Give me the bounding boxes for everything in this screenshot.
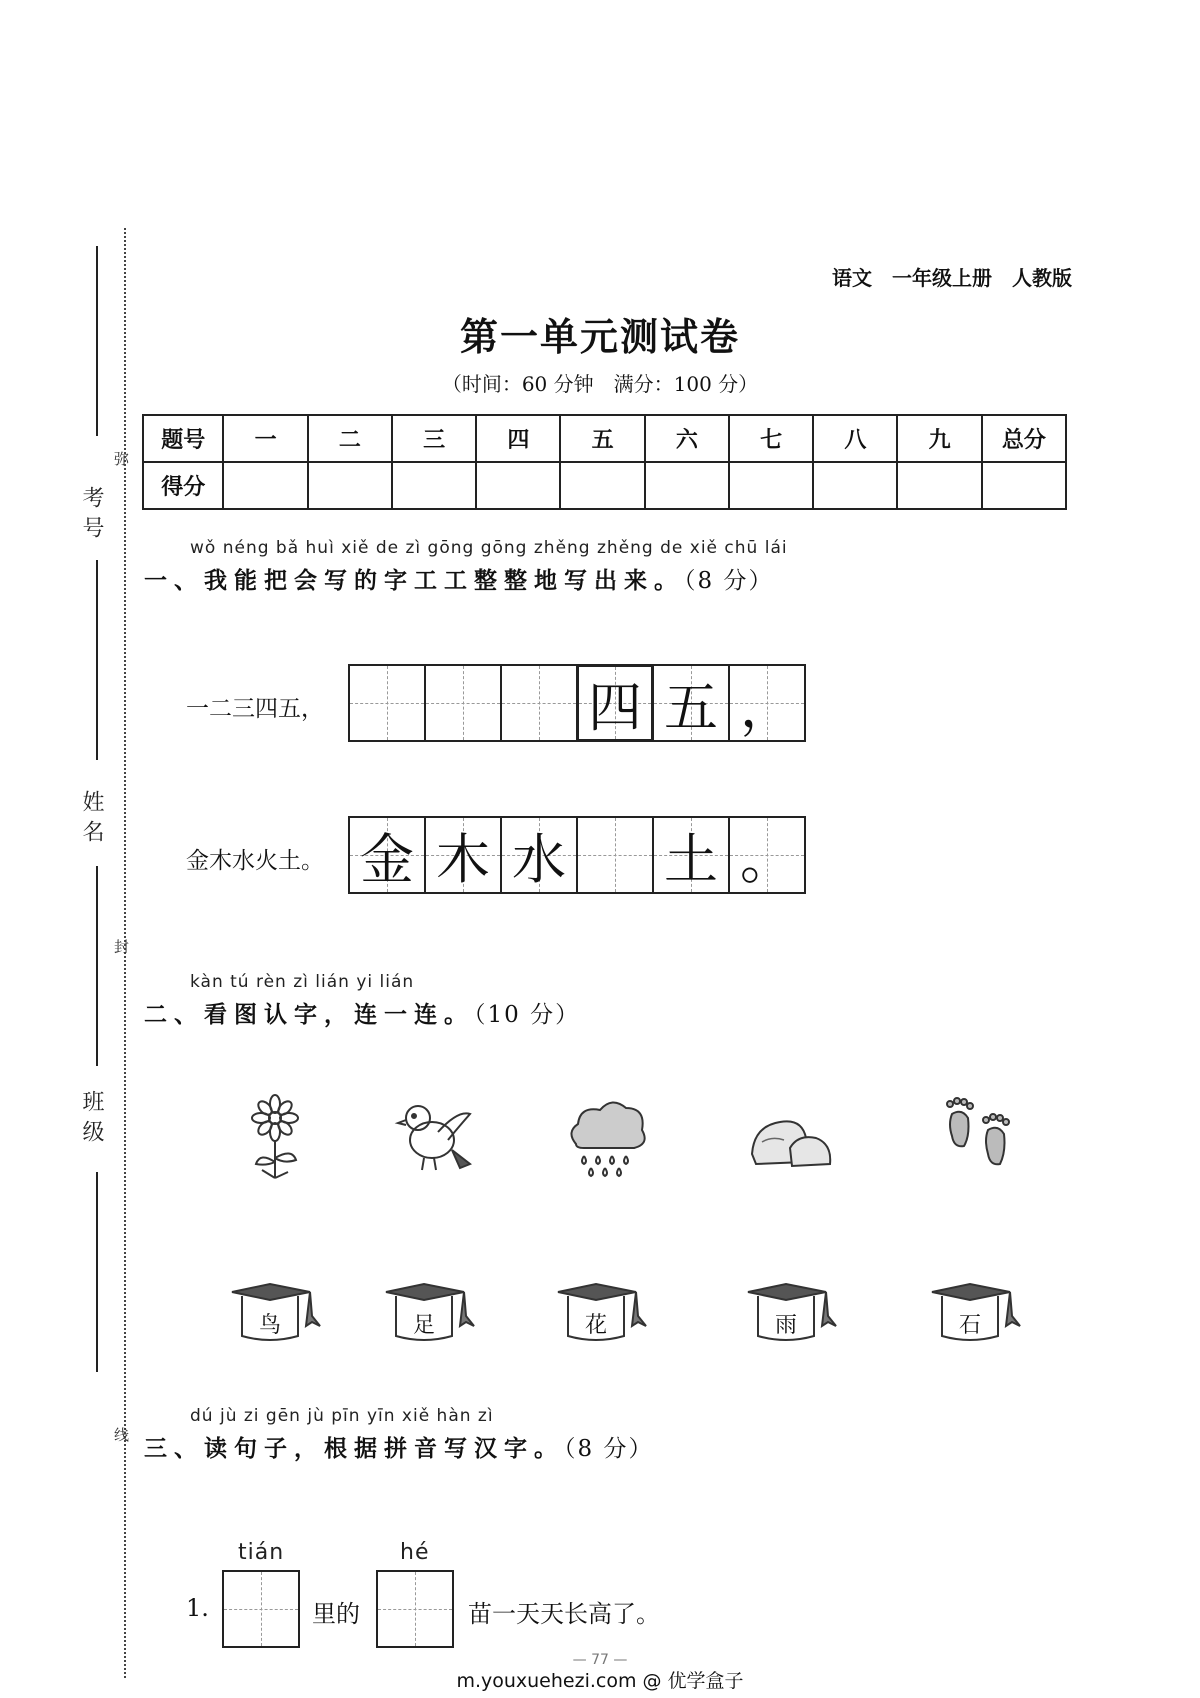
- word-card[interactable]: [554, 1282, 650, 1346]
- word-card[interactable]: [382, 1282, 478, 1346]
- answer-box[interactable]: [376, 1570, 454, 1648]
- margin-label-exam-number: 考号: [79, 486, 104, 546]
- writing-cell: 木: [424, 816, 502, 894]
- score-input-cell[interactable]: [813, 462, 897, 509]
- writing-cell: 土: [652, 816, 730, 894]
- seal-char: 线: [114, 1426, 130, 1444]
- writing-cell: 五: [652, 664, 730, 742]
- word-label: 足: [412, 1313, 435, 1338]
- page-number: — 77 —: [572, 1652, 628, 1668]
- table-cell: 九: [897, 415, 981, 462]
- table-cell: 八: [813, 415, 897, 462]
- score-input-cell[interactable]: [223, 462, 307, 509]
- q1-points: （8 分）: [684, 568, 774, 594]
- q1-title: [144, 562, 773, 595]
- score-input-cell[interactable]: [392, 462, 476, 509]
- table-cell: 六: [645, 415, 729, 462]
- q2-title: [144, 996, 580, 1029]
- rain-cloud-icon[interactable]: [562, 1092, 652, 1182]
- subject-line: 语文 一年级上册 人教版: [832, 266, 1072, 290]
- writing-cell: ，: [728, 664, 806, 742]
- bird-icon[interactable]: [390, 1092, 480, 1182]
- q3-points: （8 分）: [564, 1436, 654, 1462]
- q3-item-mid-text: 里的: [312, 1600, 360, 1628]
- seal-char: 封: [114, 938, 130, 956]
- word-label: 雨: [774, 1313, 797, 1338]
- word-label: 鸟: [258, 1313, 281, 1338]
- margin-rule: [96, 1172, 98, 1372]
- seal-char: 弥: [114, 450, 130, 468]
- q3-item-number: 1.: [186, 1594, 209, 1622]
- word-card[interactable]: [744, 1282, 840, 1346]
- writing-cell: 金: [348, 816, 426, 894]
- word-label: 石: [958, 1313, 981, 1338]
- q1-row1-grid: [348, 664, 804, 742]
- score-input-cell[interactable]: [645, 462, 729, 509]
- flower-icon[interactable]: [230, 1092, 320, 1182]
- q3-item-end-text: 苗一天天长高了。: [468, 1600, 660, 1628]
- word-card[interactable]: [928, 1282, 1024, 1346]
- score-input-cell[interactable]: [729, 462, 813, 509]
- q3-title-text: 三、读句子，根据拼音写汉字。: [144, 1436, 564, 1462]
- footprints-icon[interactable]: [938, 1092, 1028, 1182]
- word-label: 花: [584, 1313, 607, 1338]
- writing-cell: 水: [500, 816, 578, 894]
- table-cell: 三: [392, 415, 476, 462]
- q2-points: （10 分）: [474, 1002, 581, 1028]
- table-cell: 二: [308, 415, 392, 462]
- q3-pinyin: dú jù zi gēn jù pīn yīn xiě hàn zì: [190, 1406, 494, 1426]
- score-input-cell[interactable]: [982, 462, 1066, 509]
- score-table: [142, 414, 1067, 510]
- writing-cell[interactable]: [576, 816, 654, 894]
- writing-cell[interactable]: [348, 664, 426, 742]
- score-input-cell[interactable]: [476, 462, 560, 509]
- margin-label-class: 班级: [79, 1090, 104, 1150]
- writing-cell: 。: [728, 816, 806, 894]
- score-table-score-row: [143, 462, 1066, 509]
- margin-rule: [96, 866, 98, 1066]
- score-input-cell[interactable]: [308, 462, 392, 509]
- margin-label-name: 姓名: [79, 790, 104, 850]
- writing-cell: 四: [576, 664, 654, 742]
- rock-icon[interactable]: [746, 1092, 836, 1182]
- writing-cell[interactable]: [500, 664, 578, 742]
- time-and-score-info: （时间：60 分钟 满分：100 分）: [441, 372, 759, 396]
- score-input-cell[interactable]: [560, 462, 644, 509]
- word-card[interactable]: [228, 1282, 324, 1346]
- table-cell: 七: [729, 415, 813, 462]
- q1-row2-label: 金木水火土。: [186, 848, 324, 874]
- table-cell: 得分: [143, 462, 223, 509]
- table-cell: 四: [476, 415, 560, 462]
- q3-item-pinyin-1: tián: [238, 1540, 285, 1565]
- q1-pinyin: wǒ néng bǎ huì xiě de zì gōng gōng zhěng zhěng de xiě chū lái: [190, 538, 788, 558]
- table-cell: 总分: [982, 415, 1066, 462]
- table-cell: 一: [223, 415, 307, 462]
- footer-site: m.youxuehezi.com @ 优学盒子: [456, 1670, 744, 1692]
- q3-item-pinyin-2: hé: [400, 1540, 430, 1565]
- page-title: 第一单元测试卷: [459, 314, 740, 359]
- q1-title-text: 一、我能把会写的字工工整整地写出来。: [144, 568, 684, 594]
- writing-cell[interactable]: [424, 664, 502, 742]
- q1-row2-grid: [348, 816, 804, 894]
- answer-box[interactable]: [222, 1570, 300, 1648]
- table-cell: 题号: [143, 415, 223, 462]
- margin-rule: [96, 560, 98, 760]
- q2-title-text: 二、看图认字，连一连。: [144, 1002, 474, 1028]
- table-cell: 五: [560, 415, 644, 462]
- q3-title: [144, 1430, 653, 1463]
- score-input-cell[interactable]: [897, 462, 981, 509]
- score-table-header-row: [143, 415, 1066, 462]
- q2-pinyin: kàn tú rèn zì lián yi lián: [190, 972, 415, 992]
- q1-row1-label: 一二三四五，: [186, 696, 324, 722]
